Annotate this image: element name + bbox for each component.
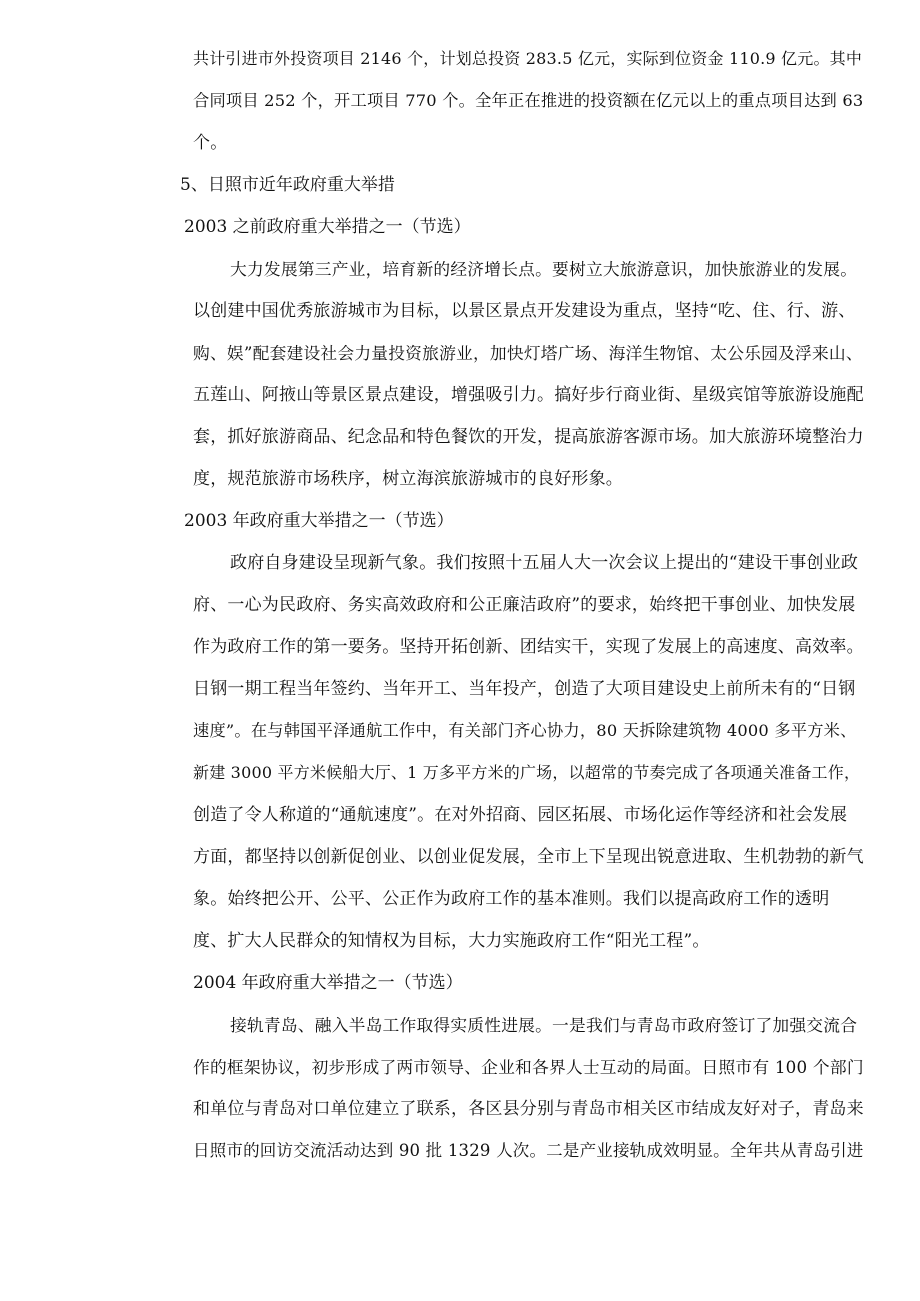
- body-text-line: 府、一心为民政府、务实高效政府和公正廉洁政府”的要求，始终把干事创业、加快发展: [193, 595, 856, 615]
- body-text-line: 度、扩大人民群众的知情权为目标，大力实施政府工作“阳光工程”。: [193, 931, 710, 951]
- body-text-line: 以创建中国优秀旅游城市为目标，以景区景点开发建设为重点，坚持“吃、住、行、游、: [193, 301, 856, 321]
- body-text-line: 度，规范旅游市场秩序，树立海滨旅游城市的良好形象。: [193, 469, 623, 489]
- section-title: 5、日照市近年政府重大举措: [180, 175, 395, 195]
- body-text-line: 五莲山、阿掖山等景区景点建设，增强吸引力。搞好步行商业街、星级宾馆等旅游设施配: [193, 385, 864, 405]
- body-text-line: 日钢一期工程当年签约、当年开工、当年投产，创造了大项目建设史上前所未有的“日钢: [193, 679, 856, 699]
- body-text-line: 接轨青岛、融入半岛工作取得实质性进展。一是我们与青岛市政府签订了加强交流合: [230, 1015, 858, 1035]
- body-text-line: 购、娱”配套建设社会力量投资旅游业，加快灯塔广场、海洋生物馆、太公乐园及浮来山、: [193, 343, 863, 363]
- subsection-heading: 2003 之前政府重大举措之一（节选）: [184, 217, 471, 237]
- body-text-line: 作为政府工作的第一要务。坚持开拓创新、团结实干，实现了发展上的高速度、高效率。: [193, 637, 864, 657]
- body-text-line: 新建 3000 平方米候船大厅、1 万多平方米的广场，以超常的节奏完成了各项通关准备工作，: [193, 763, 861, 782]
- subsection-heading: 2004 年政府重大举措之一（节选）: [193, 973, 463, 993]
- body-text-line: 合同项目 252 个，开工项目 770 个。全年正在推进的投资额在亿元以上的重点项目达到 63: [193, 91, 864, 110]
- body-text-line: 创造了令人称道的“通航速度”。在对外招商、园区拓展、市场化运作等经济和社会发展: [193, 805, 848, 825]
- body-text-line: 速度”。在与韩国平泽通航工作中，有关部门齐心协力，80 天拆除建筑物 4000 多平方米、: [193, 721, 857, 740]
- body-text-line: 作的框架协议，初步形成了两市领导、企业和各界人士互动的局面。日照市有 100 个部门: [193, 1057, 864, 1077]
- subsection-heading: 2003 年政府重大举措之一（节选）: [184, 511, 454, 531]
- body-text-line: 个。: [193, 133, 228, 153]
- body-text-line: 象。始终把公开、公平、公正作为政府工作的基本准则。我们以提高政府工作的透明: [193, 889, 830, 909]
- body-text-line: 大力发展第三产业，培育新的经济增长点。要树立大旅游意识，加快旅游业的发展。: [230, 259, 858, 279]
- body-text-line: 和单位与青岛对口单位建立了联系，各区县分别与青岛市相关区市结成友好对子，青岛来: [193, 1099, 864, 1119]
- body-text-line: 政府自身建设呈现新气象。我们按照十五届人大一次会议上提出的“建设干事创业政: [230, 553, 859, 573]
- body-text-line: 方面，都坚持以创新促创业、以创业促发展，全市上下呈现出锐意进取、生机勃勃的新气: [193, 847, 864, 867]
- body-text-line: 共计引进市外投资项目 2146 个，计划总投资 283.5 亿元，实际到位资金 110.9 亿元。其中: [193, 49, 863, 68]
- body-text-line: 套，抓好旅游商品、纪念品和特色餐饮的开发，提高旅游客源市场。加大旅游环境整治力: [193, 427, 864, 447]
- body-text-line: 日照市的回访交流活动达到 90 批 1329 人次。二是产业接轨成效明显。全年共从青岛引进: [193, 1141, 864, 1160]
